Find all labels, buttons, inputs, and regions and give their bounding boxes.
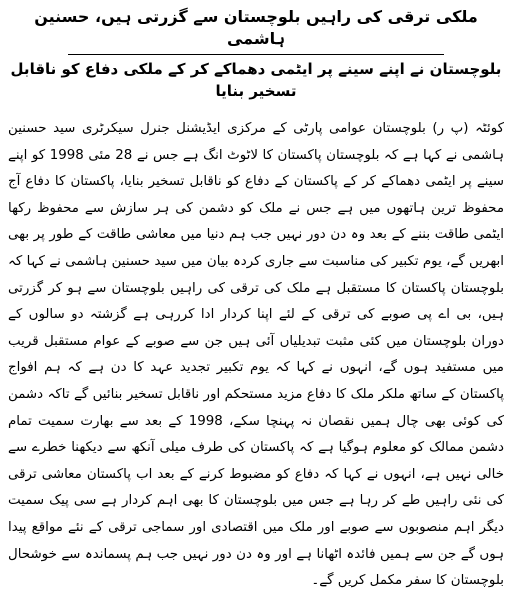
headline: ملکی ترقی کی راہیں بلوچستان سے گزرتی ہیں، حسنین ہاشمی xyxy=(34,7,478,48)
article-body: کوئٹہ (پ ر) بلوچستان عوامی پارٹی کے مرکزی ایڈیشنل جنرل سیکرٹری سید حسنین ہاشمی نے کہا ہے کہ بلوچستان پاکستان کا لاٹوٹ انگ ہے جس نے 28 مئی 1998 کو اپنے سینے پر ایٹمی دھماکے کر کے پاکستان کے دفاع کو ناقابل تسخیر بنایا، پاکستان کا دفاع آج محفوظ ترین ہاتھوں میں ہے جس نے ملک کو دشمن کی ہر سازش سے محفوظ رکھا ایٹمی طاقت بننے کے بعد وہ دن دور نہیں جب ہم دنیا میں معاشی طاقت کے طور پر بھی ابھریں گے، یوم تکبیر کی مناسبت سے جاری کردہ بیان میں سید حسنین ہاشمی نے کہا کہ بلوچستان پاکستان کا مستقبل ہے ملک کی ترقی کی راہیں بلوچستان سے ہو کر گزرتی ہیں، بی اے پی صوبے کی ترقی کے لئے اپنا کردار ادا کررہی ہے گزشتہ دو سالوں کے دوران بلوچستان میں کئی مثبت تبدیلیاں آئی ہیں جن سے صوبے کے عوام مستقبل قریب میں مستفید ہوں گے، انہوں نے کہا کہ یوم تکبیر تجدید عہد کا دن ہے کہ ہم افواج پاکستان کے ساتھ ملکر ملک کا دفاع مزید مستحکم اور ناقابل تسخیر بنائیں گے تاکہ دشمن کی کوئی بھی چال ہمیں نقصان نہ پہنچا سکے، 1998 کے بعد سے بھارت سمیت تمام دشمن ممالک کو معلوم ہوگیا ہے کہ پاکستان کی طرف میلی آنکھ سے دیکھنا خطرے سے خالی نہیں ہے، انہوں نے کہا کہ دفاع کو مضبوط کرنے کے بعد اب پاکستان معاشی ترقی کی نئی راہیں طے کر رہا ہے جس میں بلوچستان کا بھی اہم کردار ہے سی پیک سمیت دیگر اہم منصوبوں سے صوبے اور ملک میں اقتصادی اور سماجی ترقی کے نئے مواقع پیدا ہوں گے جن سے ہمیں فائدہ اٹھانا ہے اور وہ دن دور نہیں جب ہم پسماندہ سے خوشحال بلوچستان کا سفر مکمل کریں گے۔ xyxy=(8,121,504,589)
subheadline: بلوچستان نے اپنے سینے پر ایٹمی دھماکے کر کے ملکی دفاع کو ناقابل تسخیر بنایا xyxy=(10,60,502,100)
headline-divider xyxy=(68,54,444,55)
